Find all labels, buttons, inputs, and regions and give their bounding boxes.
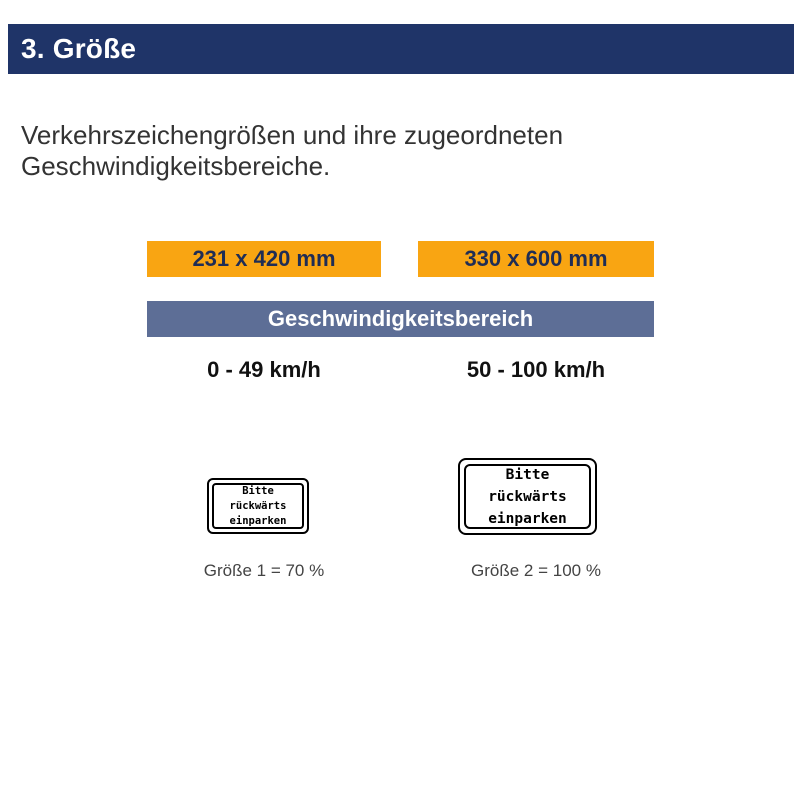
section-header: [8, 24, 794, 74]
traffic-sign-size-2: [458, 458, 597, 535]
speed-range-1: 0 - 49 km/h: [207, 357, 321, 382]
traffic-sign-inner-border: [212, 483, 304, 529]
speed-range-2: 50 - 100 km/h: [466, 357, 606, 382]
size-label-1: 231 x 420 mm: [147, 241, 381, 277]
traffic-sign-text-line-2: einparken: [488, 510, 567, 527]
intro-text: [21, 120, 781, 182]
sign-caption-1: Größe 1 = 70 %: [203, 561, 325, 580]
traffic-sign-size-1: [207, 478, 309, 534]
traffic-sign-text-line-1: Bitte rückwärts: [488, 466, 567, 505]
size-label-2: 330 x 600 mm: [418, 241, 654, 277]
section-title: 3. Größe: [21, 33, 137, 64]
traffic-sign-inner-border: [464, 464, 591, 529]
intro-line-1: Verkehrszeichengrößen und ihre zugeordneten: [21, 120, 564, 150]
sign-caption-2: Größe 2 = 100 %: [471, 561, 601, 580]
speed-range-header: [147, 301, 654, 337]
intro-line-2: Geschwindigkeitsbereiche.: [21, 151, 331, 181]
traffic-sign-text-line-1: Bitte rückwärts: [229, 484, 287, 512]
speed-range-header-label: Geschwindigkeitsbereich: [267, 306, 534, 331]
traffic-sign-text-line-2: einparken: [229, 514, 287, 527]
